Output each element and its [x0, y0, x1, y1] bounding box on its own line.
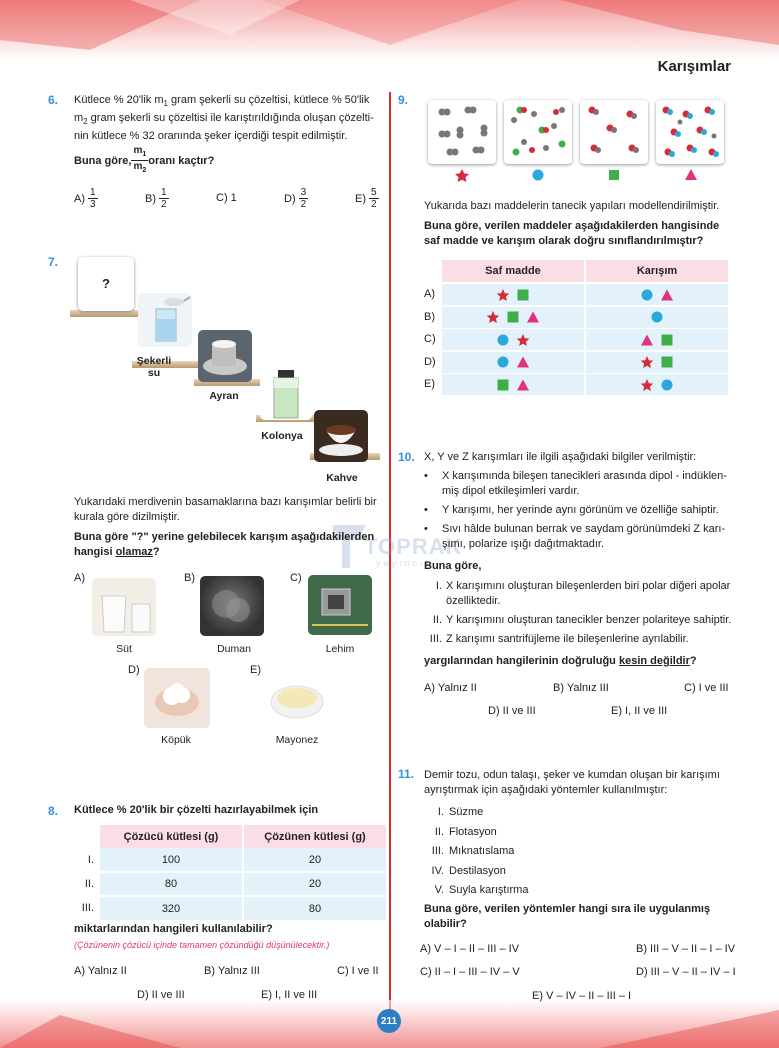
milk-jug-icon	[92, 578, 156, 636]
table-row: II. 80 20	[74, 872, 386, 896]
q8-option-d[interactable]: D) II ve III	[137, 989, 185, 1001]
list-item: III. Mıknatıslama	[431, 845, 515, 857]
q9-question: Buna göre, verilen maddeler aşağıdakilerden hangisinde saf madde ve karışım olarak doğru sınıflandırılmıştır?	[424, 220, 720, 247]
list-item: II. Flotasyon	[434, 825, 497, 838]
coffee-cup-icon	[314, 410, 368, 462]
list-item: II. Y karışımını oluşturan tanecikler benzer polariteye sahiptir.	[432, 614, 732, 626]
q9-option-b-mixture[interactable]	[586, 307, 728, 328]
star-icon	[455, 169, 469, 182]
q8-note: (Çözünenin çözücü içinde tamamen çözündüğü düşünülecektir.)	[74, 940, 330, 950]
triangle-icon	[516, 378, 530, 392]
q8-question: miktarlarından hangileri kullanılabilir?	[74, 923, 273, 935]
q7-sugar-water-image	[138, 293, 192, 347]
q8-option-e[interactable]: E) I, II ve III	[261, 989, 318, 1001]
q6-option-c[interactable]: C) 1	[216, 192, 237, 204]
q8-number: 8.	[48, 804, 59, 818]
page-number: 211	[377, 1009, 401, 1033]
particle-model-icon	[580, 100, 648, 164]
q9-option-a-mixture[interactable]	[586, 284, 728, 305]
q7-step-ayran: Ayran	[209, 390, 239, 402]
q9-option-a-pure[interactable]	[442, 284, 584, 305]
q7-step-kolonya: Kolonya	[261, 430, 303, 442]
foam-hands-icon	[144, 668, 210, 728]
square-icon	[516, 288, 530, 302]
q7-option-c-image[interactable]	[308, 575, 372, 635]
q7-option-a-image[interactable]	[92, 578, 156, 636]
list-item: • Sıvı hâlde bulunan berrak ve saydam görünümdeki Z karı- şımı, polarize ışığı dağıtmaktadır.	[424, 523, 726, 550]
q8-option-a[interactable]: A) Yalnız II	[74, 965, 127, 977]
square-icon	[496, 378, 510, 392]
q7-option-a-letter[interactable]: A)	[74, 572, 85, 584]
circuit-board-icon	[308, 575, 372, 635]
q7-option-e-image[interactable]	[266, 668, 328, 728]
q7-description: Yukarıdaki merdivenin basamaklarına bazı karışımlar belirli bir kurala göre dizilmiştir.	[74, 496, 377, 523]
q7-option-b-image[interactable]	[200, 576, 264, 636]
watermark-sub: yayıncılık	[376, 558, 444, 568]
circle-icon	[496, 333, 510, 347]
ayran-bowl-icon	[198, 330, 252, 382]
q9-number: 9.	[398, 93, 409, 107]
q6-option-d[interactable]: D) $\frac{3}{2}$	[284, 187, 307, 210]
q6-option-b[interactable]: B) $\frac{1}{2}$	[145, 187, 167, 210]
q6-question: Buna göre, $\frac{m_1}{m_2}$ oranı kaçtır?	[74, 145, 215, 174]
q9-header-mixture: Karışım	[586, 260, 728, 282]
q9-option-b-pure[interactable]	[442, 307, 584, 328]
q10-number: 10.	[398, 450, 415, 464]
list-item: • Y karışımı, her yerinde aynı görünüm ve özelliğe sahiptir.	[424, 504, 719, 516]
circle-icon	[650, 310, 664, 324]
smoke-icon	[200, 576, 264, 636]
q6-option-e[interactable]: E) $\frac{5}{2}$	[355, 187, 377, 210]
list-item: I. X karışımını oluşturan bileşenlerden biri polar diğeri apolar özelliktedir.	[435, 580, 731, 607]
list-item: III. Z karışımı santrifüjleme ile bileşenlerine ayrılabilir.	[429, 633, 689, 645]
q10-option-b[interactable]: B) Yalnız III	[553, 682, 609, 694]
q11-intro: Demir tozu, odun talaşı, şeker ve kumdan oluşan bir karışımı ayrıştırmak için aşağıdaki yöntemler kullanılmıştır:	[424, 769, 720, 796]
circle-icon	[660, 378, 674, 392]
q7-option-e-label: Mayonez	[275, 734, 319, 746]
particle-model-icon	[504, 100, 572, 164]
q10-intro: X, Y ve Z karışımları ile ilgili aşağıdaki bilgiler verilmiştir:	[424, 451, 697, 463]
q10-option-e[interactable]: E) I, II ve III	[611, 705, 668, 717]
mayonnaise-bowl-icon	[266, 668, 328, 728]
q9-option-b-letter[interactable]: B)	[424, 310, 435, 323]
q9-header-pure: Saf madde	[442, 260, 584, 282]
list-item: • X karışımında bileşen tanecikleri arasında dipol - indüklen- miş dipol etkileşimleri vardır.	[424, 470, 727, 497]
table-row: I. 100 20	[74, 848, 386, 872]
q9-option-e-letter[interactable]: E)	[424, 378, 435, 390]
q10-option-d[interactable]: D) II ve III	[488, 705, 536, 717]
q11-number: 11.	[398, 767, 415, 781]
star-icon	[496, 288, 510, 302]
cologne-bottle-icon	[260, 368, 312, 420]
q9-symbol-row	[428, 166, 728, 184]
q9-model-star	[428, 100, 496, 164]
square-icon	[609, 170, 619, 180]
q10-statements	[424, 579, 734, 647]
q11-question: Buna göre, verilen yöntemler hangi sıra ile uygulanmış olabilir?	[424, 903, 711, 930]
q9-option-a-letter[interactable]: A)	[424, 288, 435, 300]
circle-icon	[640, 288, 654, 302]
triangle-icon	[660, 288, 674, 302]
q7-kahve-image	[314, 410, 368, 462]
star-icon	[516, 333, 530, 347]
q6-text: Kütlece % 20'lik $m_1$ gram şekerli su çözeltisi, kütlece % 50'lik $m_2$ gram şekerli su çözeltisi ile karıştırıldığında oluşan çözelti- nin kütlece % 32 oranında şeker içerdiği tespit edilmiştir.	[74, 94, 374, 143]
q7-ayran-image	[198, 330, 252, 382]
q10-lead: Buna göre,	[424, 560, 482, 572]
q10-option-c[interactable]: C) I ve III	[684, 682, 729, 694]
square-icon	[660, 333, 674, 347]
list-item: V. Suyla karıştırma	[434, 884, 529, 896]
particle-model-icon	[656, 100, 724, 164]
particle-model-icon	[428, 100, 496, 164]
q9-model-square	[580, 100, 648, 164]
q9-description: Yukarıda bazı maddelerin tanecik yapıları modellendirilmiştir.	[424, 200, 720, 212]
q9-option-d-mixture[interactable]	[586, 352, 728, 373]
q7-kolonya-image	[260, 368, 312, 420]
q6-number: 6.	[48, 93, 59, 107]
q8-header-solvent: Çözücü kütlesi (g)	[100, 825, 243, 848]
star-icon	[486, 310, 500, 324]
circle-icon	[496, 355, 510, 369]
q8-option-b[interactable]: B) Yalnız III	[204, 965, 260, 977]
page-header-title: Karışımlar	[657, 58, 731, 75]
q9-option-c-mixture[interactable]	[586, 329, 728, 350]
q7-option-b-letter[interactable]: B)	[184, 572, 195, 584]
star-icon	[640, 378, 654, 392]
q6-option-a[interactable]: A) $\frac{1}{3}$	[74, 187, 96, 210]
q9-option-d-letter[interactable]: D)	[424, 355, 436, 368]
q9-option-c-pure[interactable]	[442, 329, 584, 350]
triangle-icon	[526, 310, 540, 324]
q11-option-c[interactable]: C) II – I – III – IV – V	[420, 966, 520, 978]
q11-option-d[interactable]: D) III – V – II – IV – I	[636, 966, 736, 978]
glass-of-water-icon	[138, 293, 192, 347]
q9-model-circle	[504, 100, 572, 164]
q11-option-a[interactable]: A) V – I – II – III – IV	[420, 943, 520, 955]
watermark-brand: TOPRAK	[364, 534, 463, 559]
list-item: IV. Destilasyon	[431, 864, 506, 877]
q10-option-a[interactable]: A) Yalnız II	[424, 682, 477, 694]
q7-option-b-label: Duman	[217, 643, 251, 655]
q11-option-e[interactable]: E) V – IV – II – III – I	[532, 990, 632, 1002]
triangle-icon	[640, 333, 654, 347]
q9-option-d-pure[interactable]	[442, 352, 584, 373]
q11-option-b[interactable]: B) III – V – II – I – IV	[636, 943, 736, 955]
triangle-icon	[516, 355, 530, 369]
q8-option-c[interactable]: C) I ve II	[337, 965, 379, 977]
q7-option-a-label: Süt	[116, 643, 132, 655]
q7-question: Buna göre "?" yerine gelebilecek karışım aşağıdakilerden hangisi olamaz?	[74, 531, 375, 558]
q7-option-d-label: Köpük	[161, 734, 191, 746]
q7-option-e-letter[interactable]: E)	[250, 664, 261, 676]
q7-option-c-label: Lehim	[325, 643, 355, 655]
square-icon	[506, 310, 520, 324]
q10-question: yargılarından hangilerinin doğruluğu kesin değildir?	[424, 655, 697, 667]
q11-methods	[424, 803, 624, 901]
q7-option-c-letter[interactable]: C)	[290, 572, 302, 584]
q8-table	[74, 825, 386, 920]
list-item: I. Süzme	[437, 806, 484, 818]
header-decoration	[0, 0, 779, 60]
circle-icon	[533, 170, 544, 181]
q7-unknown-box: ?	[78, 257, 134, 311]
q7-step-kahve: Kahve	[326, 472, 358, 484]
q9-option-c-letter[interactable]: C)	[424, 333, 436, 345]
table-row: III. 320 80	[74, 896, 386, 920]
star-icon	[640, 355, 654, 369]
q7-option-d-letter[interactable]: D)	[128, 664, 140, 676]
q9-option-e-mixture[interactable]	[586, 374, 728, 395]
q7-number: 7.	[48, 255, 59, 269]
square-icon	[660, 355, 674, 369]
triangle-icon	[685, 169, 697, 180]
q9-model-triangle	[656, 100, 724, 164]
q10-bullets	[424, 469, 734, 552]
q8-header-solute: Çözünen kütlesi (g)	[243, 825, 386, 848]
q8-title: Kütlece % 20'lik bir çözelti hazırlayabilmek için	[74, 804, 319, 816]
q7-step-sugar-water: Şekerli su	[136, 355, 172, 379]
q7-option-d-image[interactable]	[144, 668, 210, 728]
q9-option-e-pure[interactable]	[442, 374, 584, 395]
